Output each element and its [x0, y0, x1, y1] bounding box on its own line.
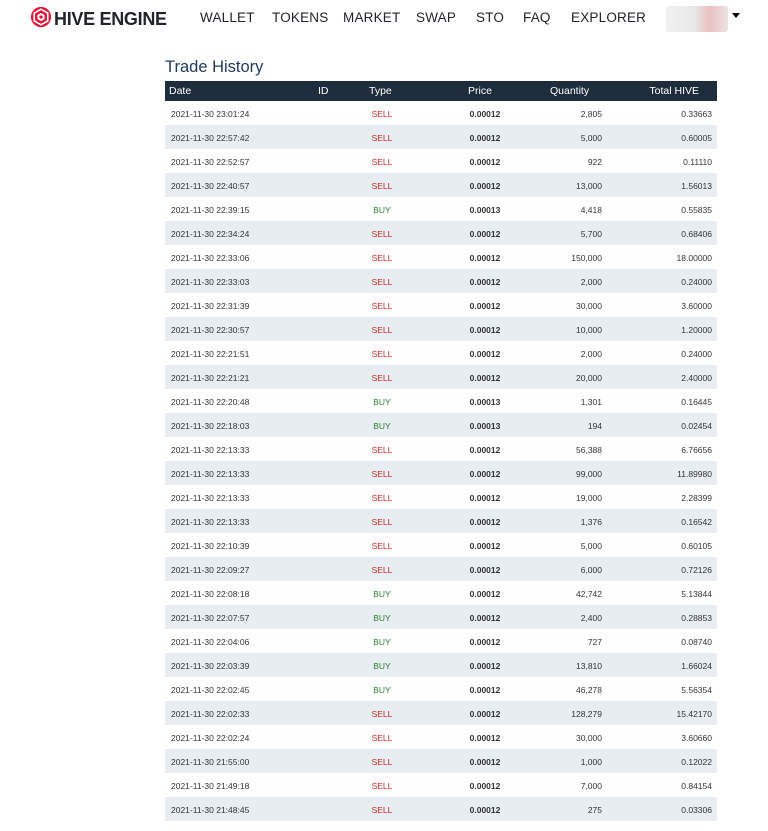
table-row	[165, 365, 717, 389]
trade-quantity: 1,376	[580, 517, 602, 527]
table-row	[165, 461, 717, 485]
trade-price: 0.00012	[469, 781, 501, 791]
nav-faq[interactable]: FAQ	[523, 10, 551, 25]
trade-date: 2021-11-30 22:40:57	[171, 181, 250, 191]
trade-price: 0.00012	[469, 661, 501, 671]
trade-price: 0.00012	[469, 253, 501, 263]
trade-total: 0.33663	[681, 109, 712, 119]
trade-quantity: 1,301	[580, 397, 602, 407]
trade-date: 2021-11-30 21:48:45	[171, 805, 250, 815]
table-row	[165, 533, 717, 557]
trade-type: BUY	[373, 613, 391, 623]
trade-total: 5.13844	[681, 589, 712, 599]
trade-date: 2021-11-30 22:21:51	[171, 349, 250, 359]
trade-type: SELL	[371, 733, 393, 743]
trade-quantity: 150,000	[571, 253, 602, 263]
trade-quantity: 2,805	[580, 109, 602, 119]
trade-total: 0.24000	[681, 277, 712, 287]
trade-type: BUY	[373, 397, 391, 407]
table-row	[165, 293, 717, 317]
trade-quantity: 13,000	[576, 181, 602, 191]
trade-price: 0.00012	[469, 757, 501, 767]
trade-quantity: 727	[587, 637, 602, 647]
trade-quantity: 5,700	[580, 229, 602, 239]
trade-price: 0.00012	[469, 157, 501, 167]
trade-quantity: 10,000	[576, 325, 602, 335]
trade-total: 0.55835	[681, 205, 712, 215]
trade-price: 0.00012	[469, 349, 501, 359]
trade-type: BUY	[373, 661, 391, 671]
trade-price: 0.00012	[469, 277, 501, 287]
trade-quantity: 13,810	[576, 661, 602, 671]
trade-date: 2021-11-30 22:08:18	[171, 589, 250, 599]
trade-price: 0.00013	[469, 421, 501, 431]
trade-date: 2021-11-30 22:10:39	[171, 541, 250, 551]
trade-price: 0.00012	[469, 589, 501, 599]
trade-type: BUY	[373, 589, 391, 599]
trade-total: 2.28399	[681, 493, 712, 503]
trade-total: 0.68406	[681, 229, 712, 239]
trade-total: 1.20000	[681, 325, 712, 335]
trade-date: 2021-11-30 22:03:39	[171, 661, 250, 671]
header-date: Date	[169, 85, 192, 97]
trade-date: 2021-11-30 22:04:06	[171, 637, 250, 647]
trade-price: 0.00012	[469, 805, 501, 815]
trade-quantity: 30,000	[576, 301, 602, 311]
trade-total: 15.42170	[676, 709, 712, 719]
trade-total: 3.60660	[681, 733, 712, 743]
header-id: ID	[318, 85, 329, 97]
trade-date: 2021-11-30 22:33:03	[171, 277, 250, 287]
table-row	[165, 173, 717, 197]
trade-total: 18.00000	[676, 253, 712, 263]
header-total-hive: Total HIVE	[649, 85, 699, 97]
trade-total: 1.66024	[681, 661, 712, 671]
brand-name: HIVE ENGINE	[54, 9, 167, 29]
trade-type: SELL	[371, 133, 393, 143]
trade-price: 0.00012	[469, 301, 501, 311]
trade-quantity: 46,278	[576, 685, 602, 695]
trade-price: 0.00012	[469, 493, 501, 503]
table-row	[165, 101, 717, 125]
trade-date: 2021-11-30 22:02:24	[171, 733, 250, 743]
table-row	[165, 677, 717, 701]
nav-tokens[interactable]: TOKENS	[272, 10, 329, 25]
table-row	[165, 773, 717, 797]
nav-explorer[interactable]: EXPLORER	[571, 10, 647, 25]
table-row	[165, 653, 717, 677]
trade-total: 0.02454	[681, 421, 712, 431]
trade-total: 6.76656	[681, 445, 712, 455]
trade-date: 2021-11-30 22:34:24	[171, 229, 250, 239]
table-row	[165, 437, 717, 461]
trade-quantity: 1,000	[580, 757, 602, 767]
table-row	[165, 581, 717, 605]
trade-price: 0.00013	[469, 397, 501, 407]
table-row	[165, 797, 717, 821]
table-row	[165, 269, 717, 293]
trade-total: 0.60105	[681, 541, 712, 551]
trade-date: 2021-11-30 22:21:21	[171, 373, 250, 383]
trade-type: SELL	[371, 229, 393, 239]
trade-total: 3.60000	[681, 301, 712, 311]
trade-date: 2021-11-30 22:18:03	[171, 421, 250, 431]
trade-type: SELL	[371, 325, 393, 335]
nav-wallet[interactable]: WALLET	[200, 10, 255, 25]
account-avatar-blurred[interactable]	[666, 6, 728, 32]
trade-date: 2021-11-30 22:13:33	[171, 469, 250, 479]
trade-total: 5.56354	[681, 685, 712, 695]
trade-date: 2021-11-30 22:13:33	[171, 517, 250, 527]
trade-date: 2021-11-30 22:02:33	[171, 709, 250, 719]
trade-price: 0.00012	[469, 613, 501, 623]
trade-date: 2021-11-30 22:39:15	[171, 205, 250, 215]
trade-price: 0.00012	[469, 637, 501, 647]
trade-quantity: 922	[587, 157, 602, 167]
trade-total: 0.12022	[681, 757, 712, 767]
nav-sto[interactable]: STO	[476, 10, 505, 25]
trade-total: 0.08740	[681, 637, 712, 647]
table-row	[165, 317, 717, 341]
hive-engine-logo-icon	[30, 6, 52, 33]
trade-total: 2.40000	[681, 373, 712, 383]
trade-quantity: 275	[587, 805, 602, 815]
trade-date: 2021-11-30 22:30:57	[171, 325, 250, 335]
trade-quantity: 99,000	[576, 469, 602, 479]
nav-swap[interactable]: SWAP	[416, 10, 457, 25]
trade-total: 0.84154	[681, 781, 712, 791]
trade-quantity: 30,000	[576, 733, 602, 743]
table-row	[165, 701, 717, 725]
trade-total: 0.16542	[681, 517, 712, 527]
trade-total: 0.72126	[681, 565, 712, 575]
trade-quantity: 6,000	[580, 565, 602, 575]
trade-type: BUY	[373, 685, 391, 695]
trade-type: SELL	[371, 469, 393, 479]
table-row	[165, 125, 717, 149]
trade-date: 2021-11-30 22:02:45	[171, 685, 250, 695]
table-row	[165, 725, 717, 749]
trade-quantity: 7,000	[580, 781, 602, 791]
trade-price: 0.00012	[469, 325, 501, 335]
trade-price: 0.00012	[469, 109, 501, 119]
trade-price: 0.00012	[469, 541, 501, 551]
trade-price: 0.00012	[469, 709, 501, 719]
trade-quantity: 20,000	[576, 373, 602, 383]
trade-price: 0.00012	[469, 445, 501, 455]
trade-price: 0.00013	[469, 205, 501, 215]
trade-date: 2021-11-30 22:07:57	[171, 613, 250, 623]
header-quantity: Quantity	[550, 85, 590, 97]
account-dropdown-caret-icon[interactable]	[732, 13, 740, 18]
table-row	[165, 629, 717, 653]
trade-total: 0.03306	[681, 805, 712, 815]
table-row	[165, 197, 717, 221]
trade-price: 0.00012	[469, 517, 501, 527]
trade-quantity: 128,279	[571, 709, 602, 719]
trade-date: 2021-11-30 22:57:42	[171, 133, 250, 143]
table-header	[165, 81, 717, 101]
trade-total: 0.16445	[681, 397, 712, 407]
trade-type: SELL	[371, 709, 393, 719]
trade-total: 0.28853	[681, 613, 712, 623]
trade-quantity: 56,388	[576, 445, 602, 455]
trade-type: SELL	[371, 781, 393, 791]
table-row	[165, 245, 717, 269]
trade-type: SELL	[371, 349, 393, 359]
trade-price: 0.00012	[469, 565, 501, 575]
trade-type: SELL	[371, 253, 393, 263]
trade-type: SELL	[371, 541, 393, 551]
header-type: Type	[369, 85, 392, 97]
trade-type: BUY	[373, 637, 391, 647]
table-row	[165, 509, 717, 533]
table-row	[165, 605, 717, 629]
trade-quantity: 2,000	[580, 277, 602, 287]
trade-date: 2021-11-30 22:33:06	[171, 253, 250, 263]
table-row	[165, 389, 717, 413]
trade-type: BUY	[373, 205, 391, 215]
trade-total: 0.24000	[681, 349, 712, 359]
trade-type: SELL	[371, 517, 393, 527]
trade-type: SELL	[371, 109, 393, 119]
trade-type: SELL	[371, 445, 393, 455]
trade-date: 2021-11-30 22:52:57	[171, 157, 250, 167]
table-row	[165, 413, 717, 437]
table-row	[165, 749, 717, 773]
trade-date: 2021-11-30 23:01:24	[171, 109, 250, 119]
nav-market[interactable]: MARKET	[343, 10, 401, 25]
table-row	[165, 221, 717, 245]
navbar	[0, 0, 768, 36]
trade-date: 2021-11-30 21:49:18	[171, 781, 250, 791]
trade-type: SELL	[371, 805, 393, 815]
trade-quantity: 5,000	[580, 133, 602, 143]
trade-type: SELL	[371, 373, 393, 383]
trade-date: 2021-11-30 22:09:27	[171, 565, 250, 575]
brand-logo-link[interactable]	[30, 6, 167, 33]
trade-total: 11.89980	[677, 469, 712, 479]
table-body	[165, 101, 717, 821]
page-title: Trade History	[165, 58, 264, 76]
trade-type: SELL	[371, 157, 393, 167]
trade-history-table	[165, 81, 717, 821]
trade-date: 2021-11-30 22:20:48	[171, 397, 250, 407]
table-row	[165, 341, 717, 365]
trade-date: 2021-11-30 22:31:39	[171, 301, 250, 311]
trade-type: SELL	[371, 493, 393, 503]
trade-quantity: 4,418	[580, 205, 602, 215]
trade-quantity: 42,742	[576, 589, 602, 599]
table-row	[165, 557, 717, 581]
trade-type: SELL	[371, 181, 393, 191]
trade-price: 0.00012	[469, 181, 501, 191]
table-row	[165, 149, 717, 173]
trade-date: 2021-11-30 22:13:33	[171, 493, 250, 503]
trade-price: 0.00012	[469, 229, 501, 239]
trade-total: 0.11110	[683, 157, 712, 167]
trade-price: 0.00012	[469, 469, 501, 479]
trade-total: 0.60005	[681, 133, 712, 143]
trade-type: SELL	[371, 565, 393, 575]
trade-total: 1.56013	[681, 181, 712, 191]
trade-date: 2021-11-30 22:13:33	[171, 445, 250, 455]
trade-type: SELL	[371, 757, 393, 767]
trade-quantity: 5,000	[580, 541, 602, 551]
trade-quantity: 194	[587, 421, 602, 431]
trade-quantity: 2,400	[580, 613, 602, 623]
trade-type: BUY	[373, 421, 391, 431]
trade-date: 2021-11-30 21:55:00	[171, 757, 250, 767]
trade-price: 0.00012	[469, 685, 501, 695]
trade-quantity: 19,000	[576, 493, 602, 503]
trade-price: 0.00012	[469, 733, 501, 743]
trade-type: SELL	[371, 277, 393, 287]
trade-price: 0.00012	[469, 373, 501, 383]
trade-type: SELL	[371, 301, 393, 311]
trade-quantity: 2,000	[580, 349, 602, 359]
header-price: Price	[468, 85, 492, 97]
trade-price: 0.00012	[469, 133, 501, 143]
table-row	[165, 485, 717, 509]
